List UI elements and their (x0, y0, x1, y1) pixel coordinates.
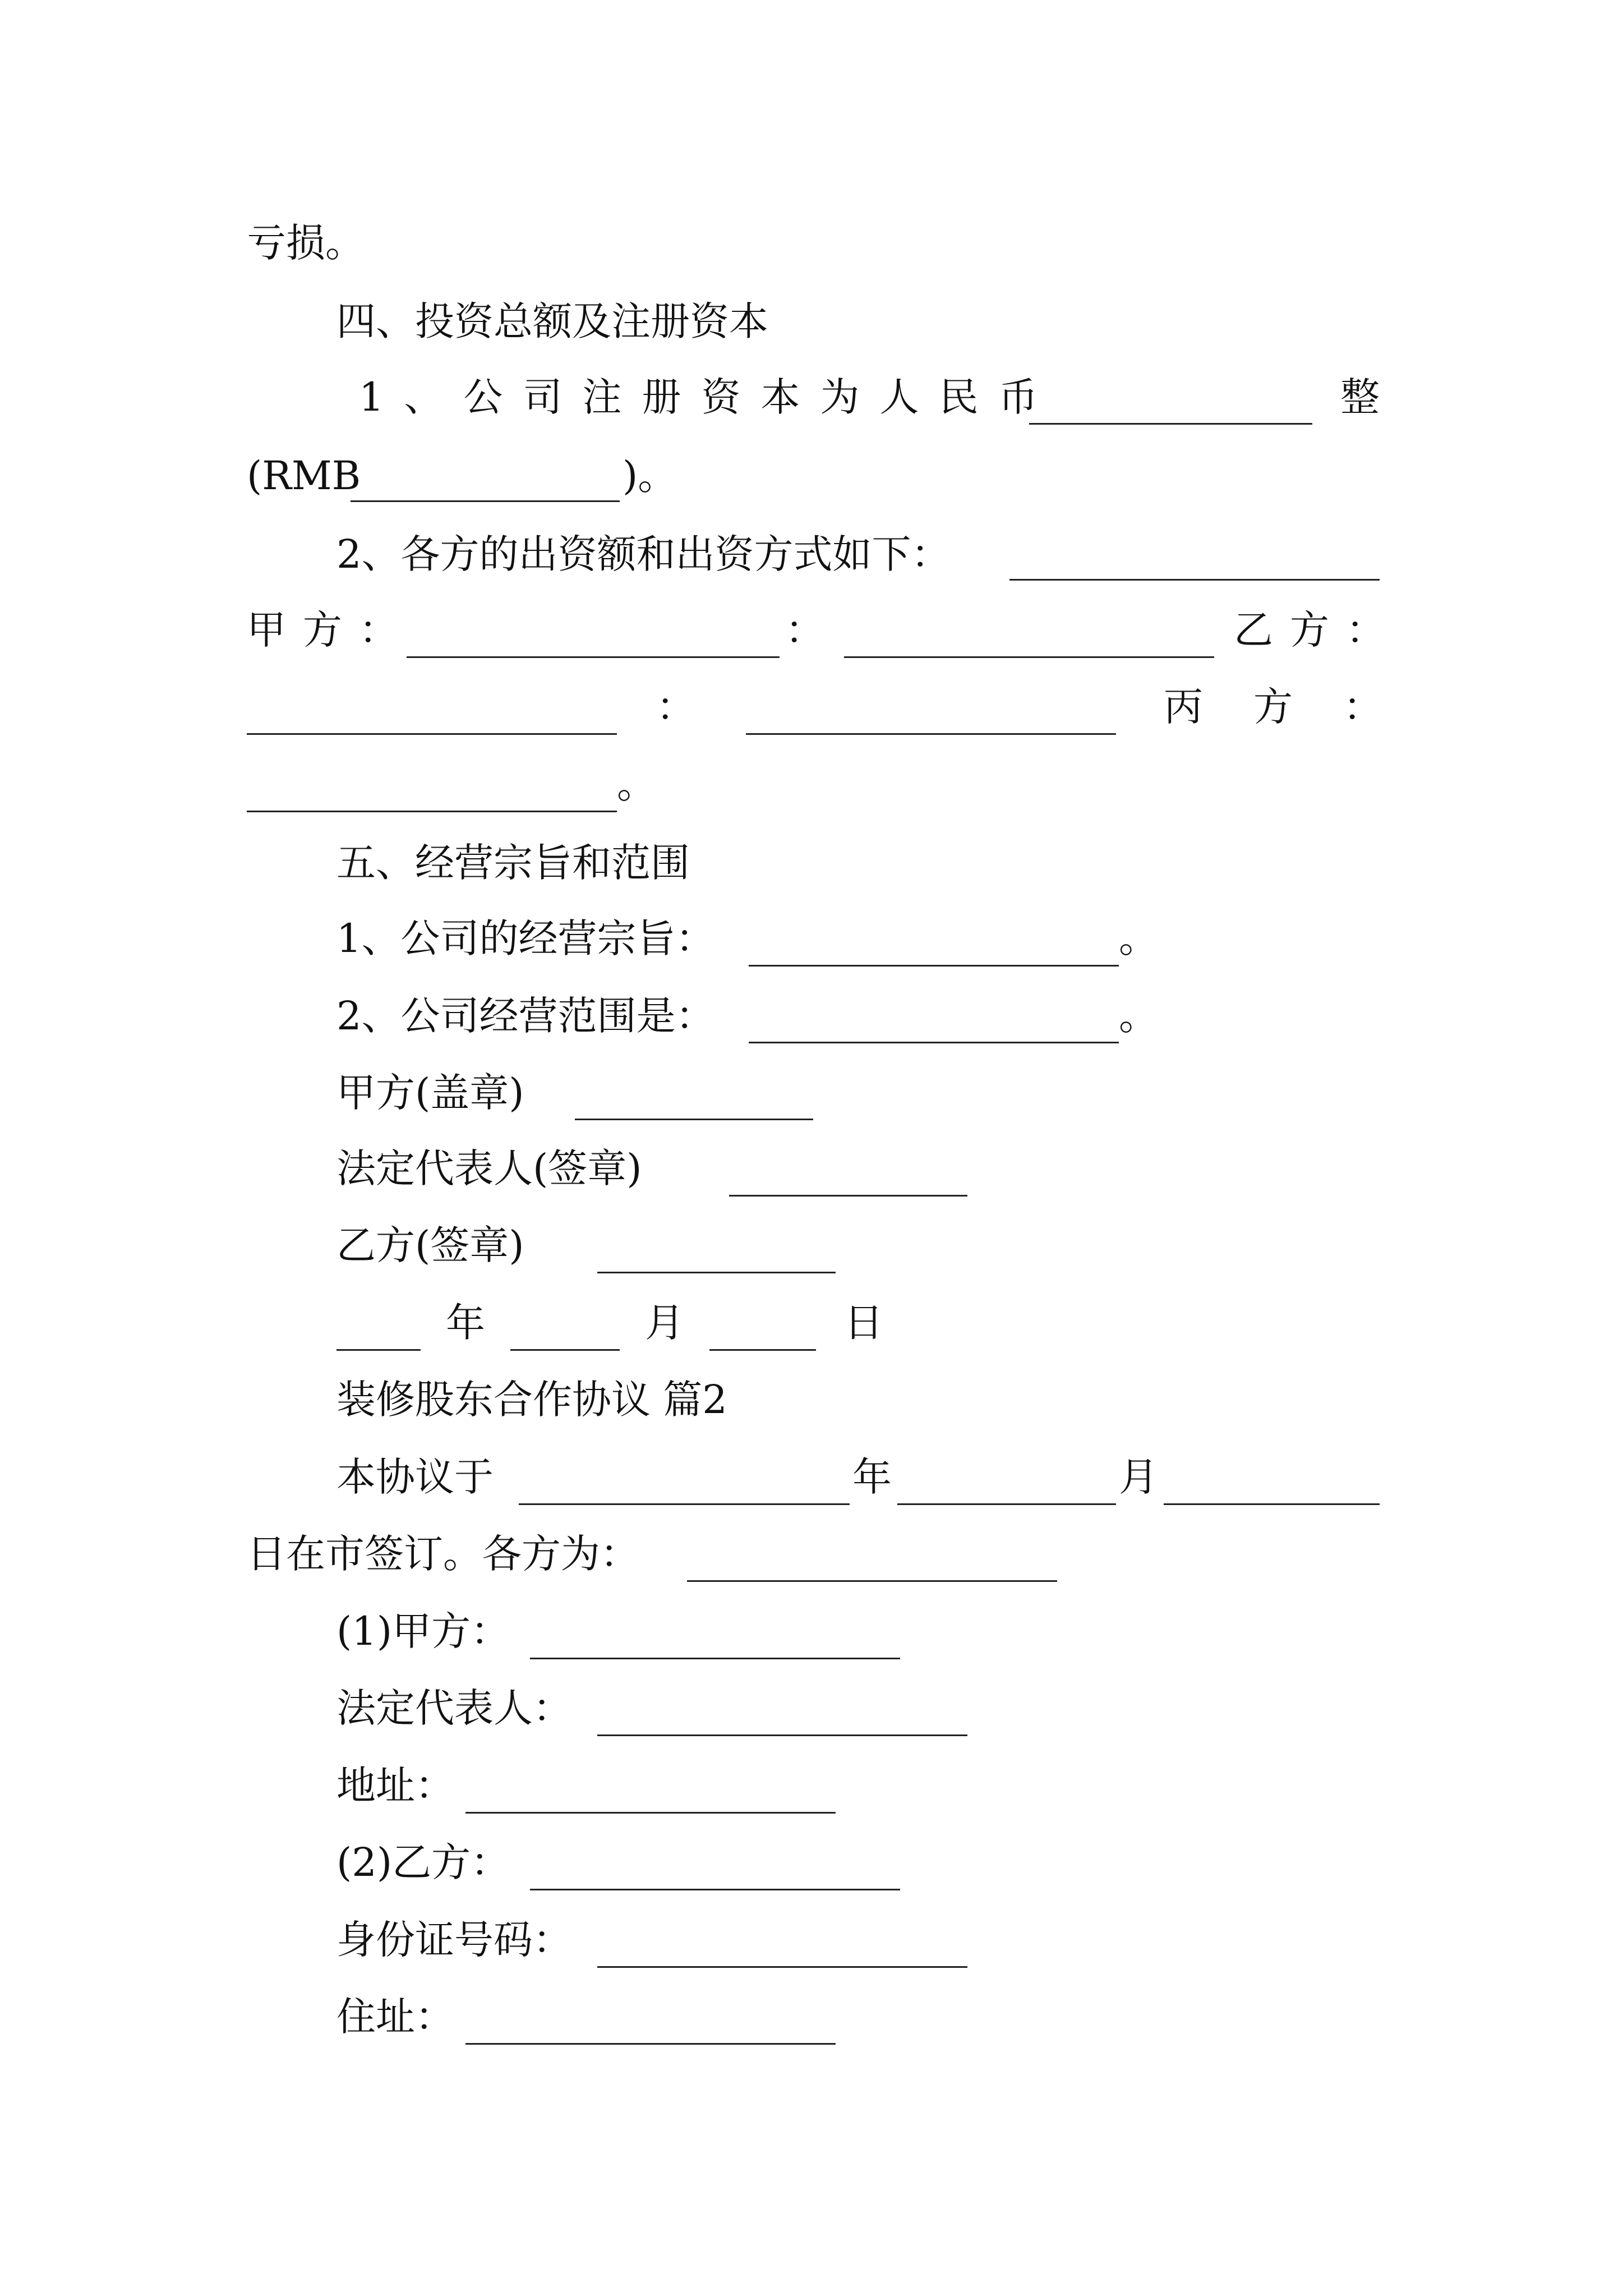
text-line (617, 757, 656, 811)
blank-field[interactable] (530, 1854, 900, 1890)
signature-field[interactable] (575, 1084, 813, 1120)
year-field[interactable] (519, 1469, 850, 1505)
line-text: 身份证号码： (336, 1917, 572, 1963)
text-line (656, 680, 695, 734)
text-line (1119, 989, 1158, 1043)
month-field[interactable] (510, 1314, 620, 1351)
text-line (1119, 1450, 1158, 1504)
text-line (785, 603, 824, 657)
signature-field[interactable] (729, 1160, 967, 1197)
month-field[interactable] (897, 1469, 1116, 1505)
text-line (1119, 912, 1158, 965)
line-text: 月 (645, 1300, 684, 1346)
blank-field[interactable] (530, 1623, 900, 1659)
text-line (1164, 680, 1433, 734)
line-text: 日 (844, 1300, 883, 1346)
text-line (1234, 603, 1402, 657)
line-text: 月 (1119, 1454, 1158, 1500)
line-text: 。 (1119, 993, 1158, 1039)
blank-field[interactable] (247, 698, 617, 735)
line-text: 法定代表人(签章) (336, 1145, 642, 1191)
text-line (336, 1835, 510, 1889)
date-label (844, 1296, 883, 1350)
line-text: )。 (623, 453, 677, 499)
blank-field[interactable] (749, 930, 1119, 967)
line-text: 日在市签订。各方为： (247, 1531, 639, 1577)
heading-text: 五、经营宗旨和范围 (336, 840, 690, 886)
line-text: 1、公司的经营宗旨： (336, 915, 715, 961)
text-line (336, 1759, 454, 1812)
blank-field[interactable] (1009, 544, 1380, 581)
text-line (336, 1913, 572, 1967)
blank-field[interactable] (465, 2008, 836, 2045)
line-text: 整 (1340, 374, 1380, 420)
text-line (1340, 370, 1380, 424)
blank-field[interactable] (407, 622, 780, 658)
line-text: 甲方(盖章) (336, 1070, 524, 1116)
text-line (247, 216, 365, 270)
line-text: ： (656, 684, 695, 730)
text-line (336, 527, 951, 581)
date-label (446, 1296, 485, 1350)
line-text: 年 (852, 1454, 892, 1500)
section-heading (336, 295, 768, 348)
text-line (852, 1450, 892, 1504)
blank-field[interactable] (844, 622, 1214, 658)
line-text: 。 (1119, 915, 1158, 961)
line-text: (2)乙方： (336, 1839, 510, 1885)
signature-label (336, 1142, 642, 1195)
signature-label (336, 1218, 524, 1272)
blank-field[interactable] (749, 1007, 1119, 1043)
line-text: 法定代表人： (336, 1685, 572, 1731)
line-text: 住址： (336, 1994, 454, 2040)
line-text: 2、各方的出资额和出资方式如下： (336, 531, 951, 577)
signature-label (336, 1066, 524, 1120)
line-text: 地址： (336, 1763, 454, 1809)
line-text: (RMB (247, 453, 361, 499)
section-heading (336, 836, 690, 890)
blank-field[interactable] (465, 1777, 836, 1814)
text-line (336, 989, 715, 1043)
blank-field[interactable] (247, 776, 617, 812)
signature-field[interactable] (597, 1237, 836, 1273)
line-text: 。 (617, 761, 656, 807)
heading-text: 四、投资总额及注册资本 (336, 298, 768, 344)
line-text: 乙方(签章) (336, 1222, 524, 1268)
blank-field[interactable] (597, 1700, 967, 1736)
text-line (336, 1990, 454, 2044)
line-text: 亏损。 (247, 220, 365, 266)
day-field[interactable] (1164, 1469, 1380, 1505)
line-text: 2、公司经营范围是： (336, 993, 715, 1039)
document-title (336, 1373, 727, 1427)
text-line (247, 1527, 639, 1581)
blank-field[interactable] (597, 1931, 967, 1968)
text-line (336, 1681, 572, 1735)
date-label (645, 1296, 684, 1350)
text-line (336, 1450, 494, 1504)
blank-field[interactable] (1029, 388, 1312, 425)
text-line (359, 370, 1058, 424)
blank-field[interactable] (687, 1545, 1057, 1582)
text-line (247, 449, 361, 503)
heading-text: 装修股东合作协议 篇2 (336, 1377, 727, 1423)
text-line (623, 449, 677, 503)
line-text: 甲方： (247, 607, 415, 653)
line-text: 年 (446, 1300, 485, 1346)
text-line (336, 912, 715, 965)
line-text: (1)甲方： (336, 1608, 510, 1654)
line-text: 丙方： (1164, 684, 1433, 730)
line-text: 1、公司注册资本为人民币 (359, 374, 1058, 420)
year-field[interactable] (336, 1314, 421, 1351)
line-text: 本协议于 (336, 1454, 494, 1500)
text-line (336, 1604, 510, 1658)
line-text: 乙方： (1234, 607, 1402, 653)
text-line (247, 603, 415, 657)
blank-field[interactable] (351, 466, 620, 502)
day-field[interactable] (709, 1314, 816, 1351)
blank-field[interactable] (746, 698, 1116, 735)
line-text: ： (785, 607, 824, 653)
